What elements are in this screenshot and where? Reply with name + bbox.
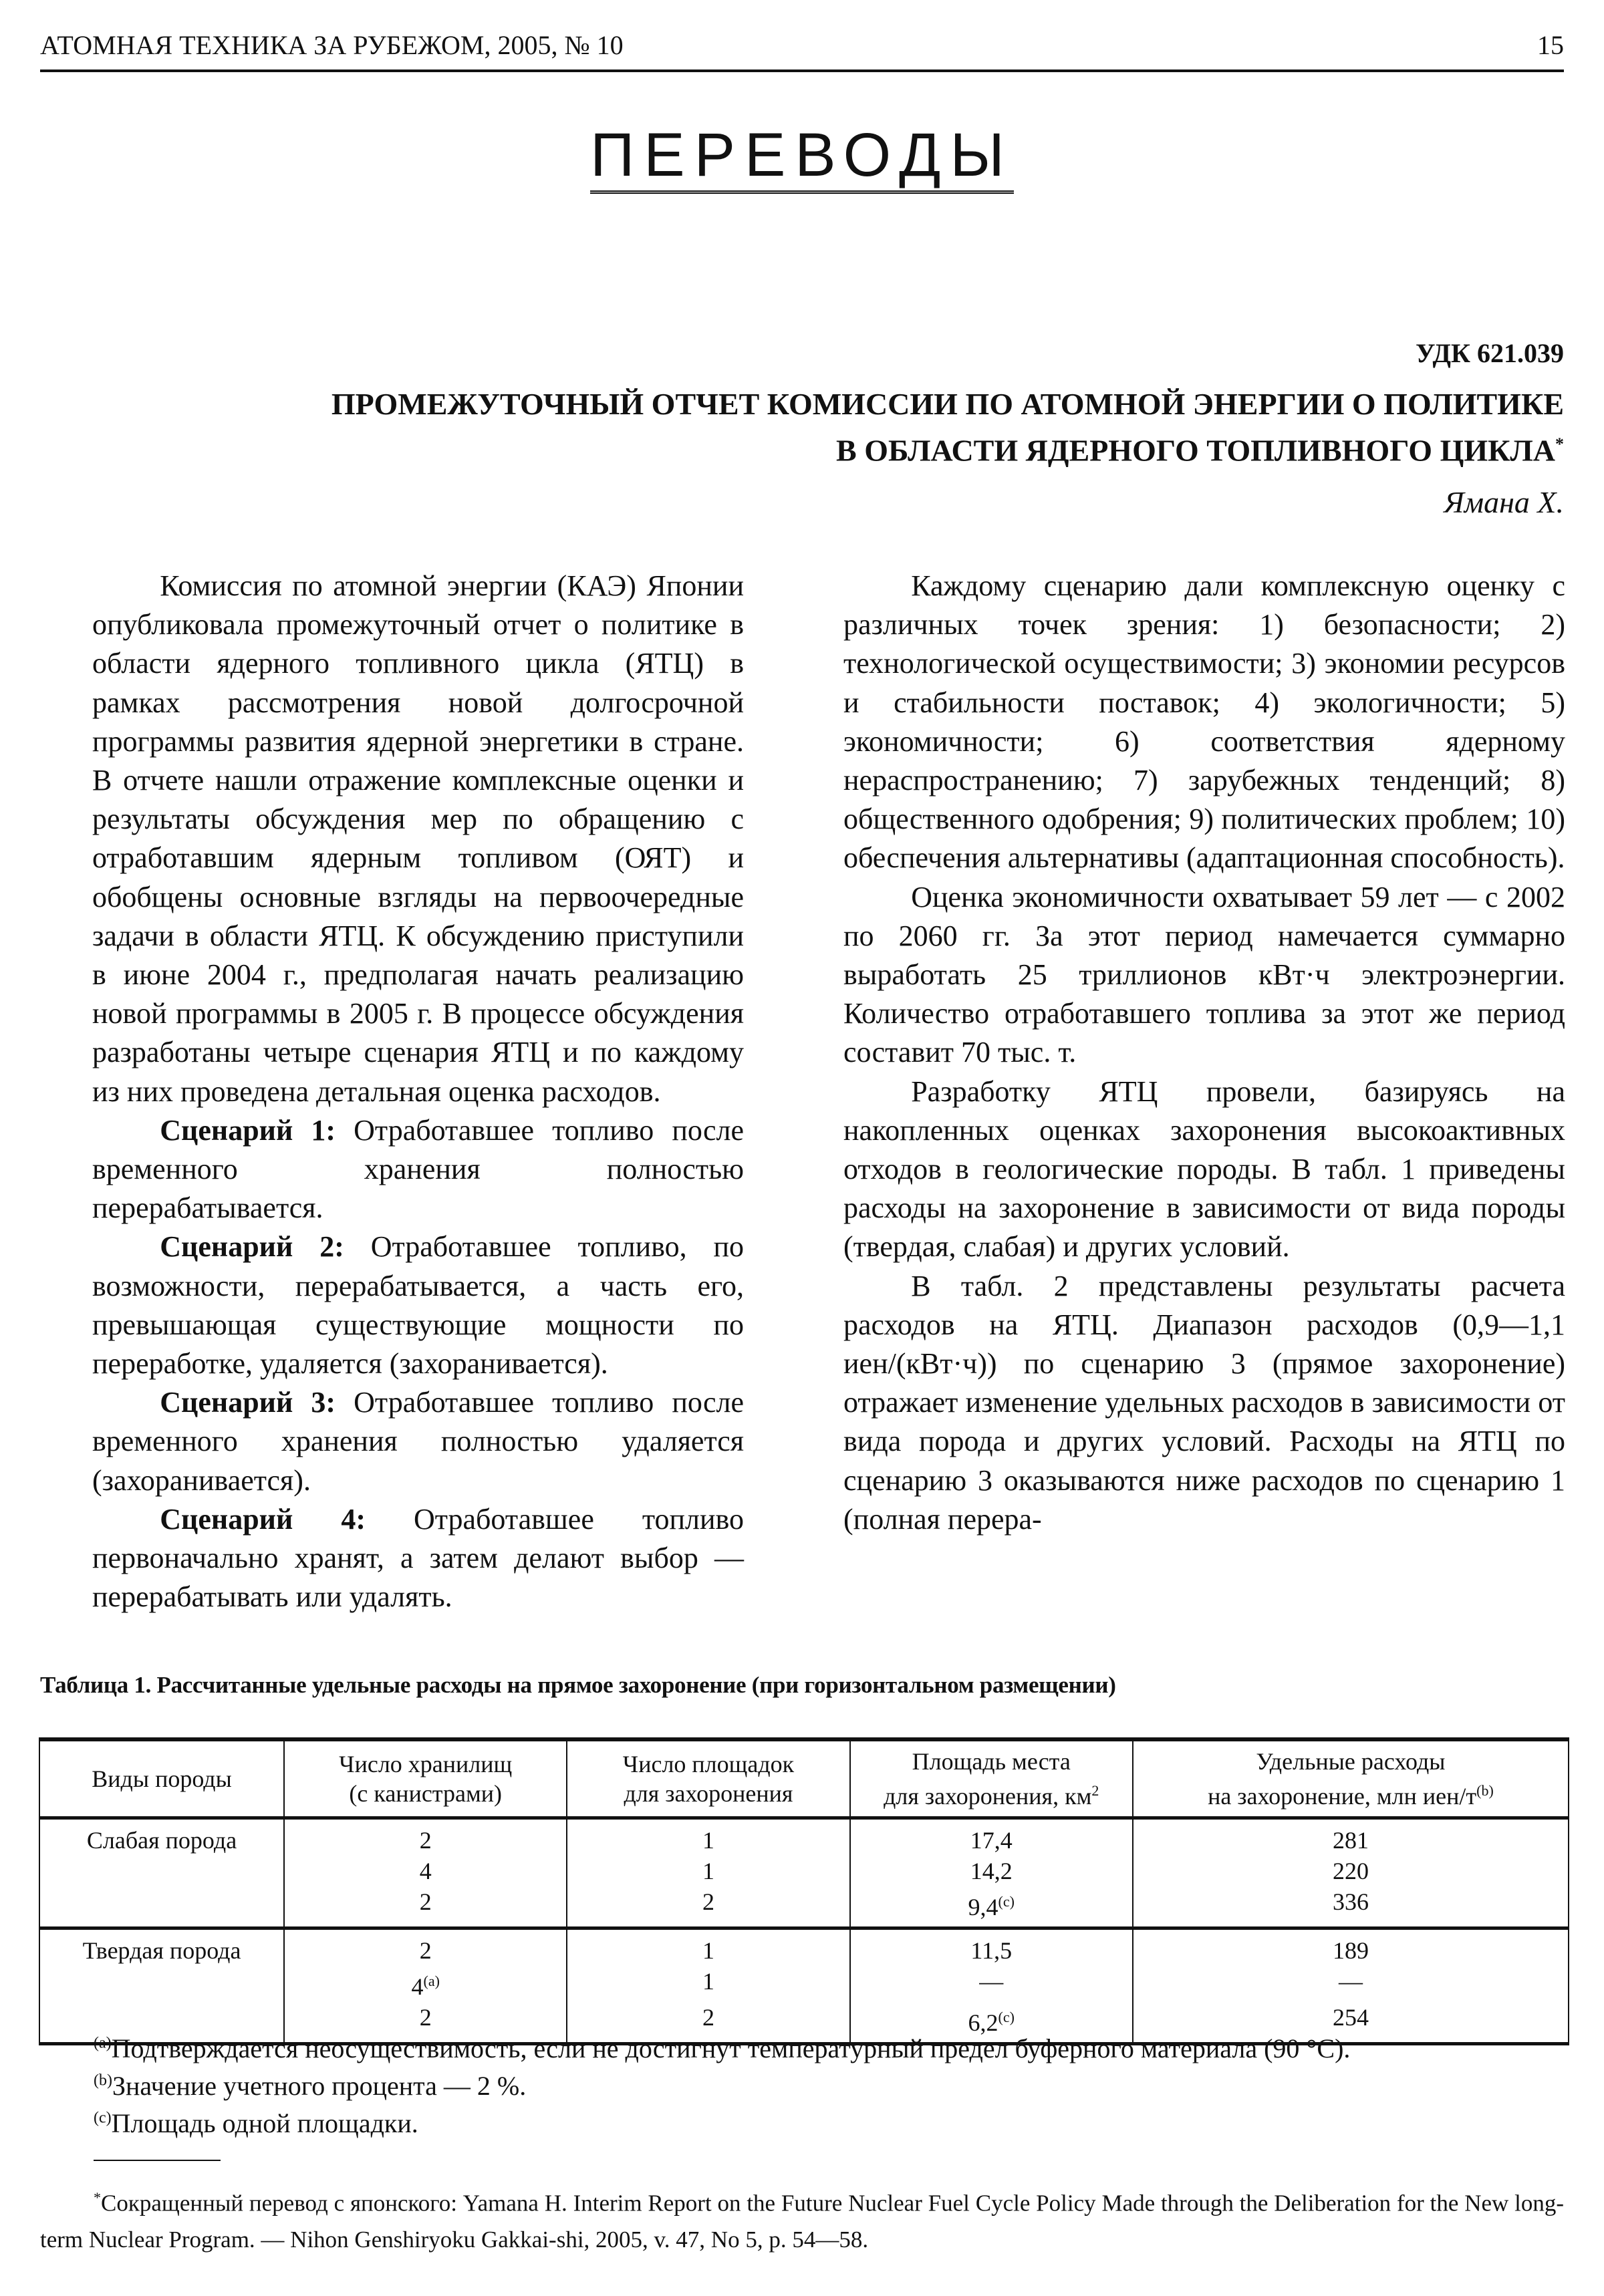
header-rule <box>40 69 1564 72</box>
scenario-1-label: Сценарий 1: <box>160 1113 336 1147</box>
area-cell-note-mark: (c) <box>998 2009 1015 2025</box>
rock-cell <box>39 1966 284 2002</box>
intro-paragraph: Комиссия по атомной энергии (КАЭ) Японии опубликовала промежуточный отчет о политике в области ядерного топливного цикла (ЯТЦ) в рамках рассмотрения новой долгосрочной программы развития ядерной энергетики в стране. В отчете нашли отражение комплексные оценки и результаты обсуждения мер по обращению с отработавшим ядерным топливом (ОЯТ) и обобщены основные взгляды на первоочередные задачи в области ЯТЦ. К обсуждению приступили в июне 2004 г., предполагая начать реализацию новой программы в 2005 г. В процессе обсуждения разработаны четыре сценария ЯТЦ и по каждому из них проведена детальная оценка расходов. <box>92 569 744 1108</box>
rock-cell-value: Слабая порода <box>86 1827 237 1854</box>
scenario-1 <box>92 1111 744 1228</box>
header-sites-line-1: Число площадок <box>622 1751 795 1777</box>
storages-cell-value: 4 <box>419 1858 432 1884</box>
area-cell-value: — <box>979 1968 1004 1995</box>
author: Ямана Х. <box>1444 485 1564 519</box>
storages-cell-note-mark: (a) <box>423 1973 440 1989</box>
area-cell <box>850 1966 1133 2002</box>
article-title-line-2-text: В ОБЛАСТИ ЯДЕРНОГО ТОПЛИВНОГО ЦИКЛА <box>836 433 1555 468</box>
sites-cell-value: 1 <box>702 1937 714 1964</box>
area-cell <box>850 1818 1133 1856</box>
right-column <box>843 567 1565 1539</box>
table-note-c <box>94 2108 418 2139</box>
cost-cell-value: 220 <box>1332 1858 1369 1884</box>
storages-cell-value: 4 <box>411 1973 424 2000</box>
sites-cell-value: 2 <box>702 2004 714 2031</box>
scenario-3-label: Сценарий 3: <box>160 1386 336 1419</box>
scenario-1-text: Отработавшее топливо после временного хранения полностью перерабатывается. <box>92 1113 744 1225</box>
sites-cell-value: 1 <box>702 1968 714 1995</box>
table-note-b <box>94 2070 526 2102</box>
header-rock: Виды породы <box>39 1739 284 1818</box>
sites-cell <box>567 1818 849 1856</box>
rock-cell <box>39 1818 284 1856</box>
area-cell <box>850 1886 1133 1928</box>
table-row <box>39 1818 1569 1856</box>
storages-cell <box>284 1928 567 1967</box>
storages-cell-value: 2 <box>419 1937 432 1964</box>
article-title <box>331 384 1564 470</box>
header-cost-sup: (b) <box>1476 1782 1494 1799</box>
storages-cell <box>284 1966 567 2002</box>
sites-cell <box>567 1966 849 2002</box>
storages-cell <box>284 1818 567 1856</box>
header-area-line-2 <box>853 1776 1129 1811</box>
left-column <box>92 567 744 1616</box>
header-cost-line-2 <box>1136 1776 1565 1811</box>
area-cell <box>850 1928 1133 1967</box>
header-area-line-1: Площадь места <box>912 1748 1071 1775</box>
sites-cell <box>567 1886 849 1928</box>
disposal-cost-table <box>39 1737 1569 2045</box>
scenario-4-text: Отработавшее топливо первоначально хранят, а затем делают выбор — перерабатывать или удалять. <box>92 1502 744 1614</box>
table-row <box>39 1966 1569 2002</box>
cost-cell <box>1133 1856 1569 1886</box>
table-note-a-mark: (a) <box>94 2034 112 2052</box>
cost-cell <box>1133 1818 1569 1856</box>
scenario-2-label: Сценарий 2: <box>160 1230 344 1264</box>
cost-cell-value: 336 <box>1332 1888 1369 1915</box>
table-note-c-mark: (c) <box>94 2109 112 2127</box>
cost-cell-value: — <box>1338 1968 1363 1995</box>
rock-cell <box>39 1928 284 1967</box>
table-note-c-text: Площадь одной площадки. <box>111 2108 418 2138</box>
page-number: 15 <box>1537 30 1564 60</box>
scenario-2 <box>92 1228 744 1383</box>
footnote-rule <box>94 2160 221 2161</box>
rock-cell <box>39 1856 284 1886</box>
table-note-b-text: Значение учетного процента — 2 %. <box>112 2071 527 2101</box>
area-cell-value: 14,2 <box>970 1858 1013 1884</box>
area-cell-note-mark: (c) <box>998 1893 1015 1910</box>
footnote <box>40 2180 1564 2258</box>
article-title-line-2 <box>331 424 1564 470</box>
costs-paragraph: В табл. 2 представлены результаты расчета расходов на ЯТЦ. Диапазон расходов (0,9—1,1 иен/(кВт·ч)) по сценарию 3 (прямое захоронение) отражает изменение удельных расходов в зависимости от вида порода и других условий. Расходы на ЯТЦ по сценарию 3 оказываются ниже расходов по сценарию 1 (полная перера- <box>843 1269 1565 1536</box>
criteria-paragraph: Каждому сценарию дали комплексную оценку с различных точек зрения: 1) безопасности; 2) технологической осуществимости; 3) экономии ресурсов и стабильности поставок; 4) экологичности; 5) экономичности; 6) соответствия ядерному нераспространению; 7) зарубежных тенденций; 8) общественного одобрения; 9) политических проблем; 10) обеспечения альтернативы (адаптационная способность). <box>843 569 1565 875</box>
disposal-paragraph: Разработку ЯТЦ провели, базируясь на накопленных оценках захоронения высокоактивных отходов в геологические породы. В табл. 1 приведены расходы на захоронение в зависимости от вида породы (твердая, слабая) и других условий. <box>843 1074 1565 1264</box>
running-head <box>40 29 1564 61</box>
header-sites <box>567 1739 849 1818</box>
header-storages-line-2: (с канистрами) <box>349 1780 502 1807</box>
storages-cell-value: 2 <box>419 1888 432 1915</box>
scenario-4 <box>92 1500 744 1617</box>
table-row <box>39 1928 1569 1967</box>
table-note-a-text: Подтверждается неосуществимость, если не достигнут температурный предел буферного материала (90 °C). <box>111 2033 1351 2063</box>
scenario-3-text: Отработавшее топливо после временного хранения полностью удаляется (захоранивается). <box>92 1386 744 1497</box>
cost-cell-value: 281 <box>1332 1827 1369 1854</box>
header-cost-line-1: Удельные расходы <box>1256 1748 1446 1775</box>
table-note-a <box>94 2033 1350 2064</box>
title-footnote-mark: * <box>1555 434 1564 454</box>
sites-cell-value: 2 <box>702 1888 714 1915</box>
area-cell <box>850 1856 1133 1886</box>
scenario-3 <box>92 1383 744 1500</box>
section-title-text: ПЕРЕВОДЫ <box>590 121 1014 194</box>
article-title-line-1: ПРОМЕЖУТОЧНЫЙ ОТЧЕТ КОМИССИИ ПО АТОМНОЙ ЭНЕРГИИ О ПОЛИТИКЕ <box>331 387 1564 421</box>
cost-cell-value: 254 <box>1332 2004 1369 2031</box>
header-cost <box>1133 1739 1569 1818</box>
header-storages <box>284 1739 567 1818</box>
storages-cell <box>284 1856 567 1886</box>
scenario-2-text: Отработавшее топливо, по возможности, перерабатывается, а часть его, превышающая существующие мощности по переработке, удаляется (захоранивается). <box>92 1230 745 1381</box>
table-header-row <box>39 1739 1569 1818</box>
table-caption: Таблица 1. Рассчитанные удельные расходы на прямое захоронение (при горизонтальном размещении) <box>40 1672 1116 1698</box>
table-note-b-mark: (b) <box>94 2071 112 2090</box>
sites-cell-value: 1 <box>702 1827 714 1854</box>
section-title <box>0 120 1604 190</box>
sites-cell <box>567 1856 849 1886</box>
header-sites-line-2: для захоронения <box>624 1780 793 1807</box>
table-row <box>39 1856 1569 1886</box>
area-cell-value: 11,5 <box>970 1937 1013 1964</box>
rock-cell <box>39 1886 284 1928</box>
rock-cell-value: Твердая порода <box>82 1937 241 1964</box>
sites-cell <box>567 1928 849 1967</box>
area-cell-value: 9,4 <box>968 1894 998 1920</box>
cost-cell <box>1133 1966 1569 2002</box>
header-cost-text: на захоронение, млн иен/т <box>1208 1783 1477 1810</box>
journal-name: АТОМНАЯ ТЕХНИКА ЗА РУБЕЖОМ, 2005, № 10 <box>40 30 624 60</box>
economics-paragraph: Оценка экономичности охватывает 59 лет — с 2002 по 2060 гг. За этот период намечается суммарно выработать 25 триллионов кВт·ч электроэнергии. Количество отработавшего топлива за этот же период составит 70 тыс. т. <box>843 880 1565 1069</box>
storages-cell-value: 2 <box>419 1827 432 1854</box>
scenario-4-label: Сценарий 4: <box>160 1502 366 1536</box>
header-area-sup: 2 <box>1091 1782 1099 1799</box>
table-row <box>39 1886 1569 1928</box>
header-storages-line-1: Число хранилищ <box>339 1751 513 1777</box>
udk-code: УДК 621.039 <box>1416 338 1564 368</box>
area-cell-value: 6,2 <box>968 2009 998 2036</box>
sites-cell-value: 1 <box>702 1858 714 1884</box>
header-area <box>850 1739 1133 1818</box>
cost-cell <box>1133 1928 1569 1967</box>
area-cell-value: 17,4 <box>970 1827 1013 1854</box>
cost-cell-value: 189 <box>1332 1937 1369 1964</box>
storages-cell <box>284 1886 567 1928</box>
storages-cell-value: 2 <box>419 2004 432 2031</box>
footnote-mark: * <box>94 2189 101 2206</box>
footnote-text: Сокращенный перевод с японского: Yamana H. Interim Report on the Future Nuclear Fuel Cycle Policy Made through the Deliberation for the New long-term Nuclear Program. — Nihon Genshiryoku Gakkai-shi, 2005, v. 47, No 5, p. 54—58. <box>40 2190 1564 2253</box>
cost-cell <box>1133 1886 1569 1928</box>
header-area-text: для захоронения, км <box>884 1783 1092 1810</box>
